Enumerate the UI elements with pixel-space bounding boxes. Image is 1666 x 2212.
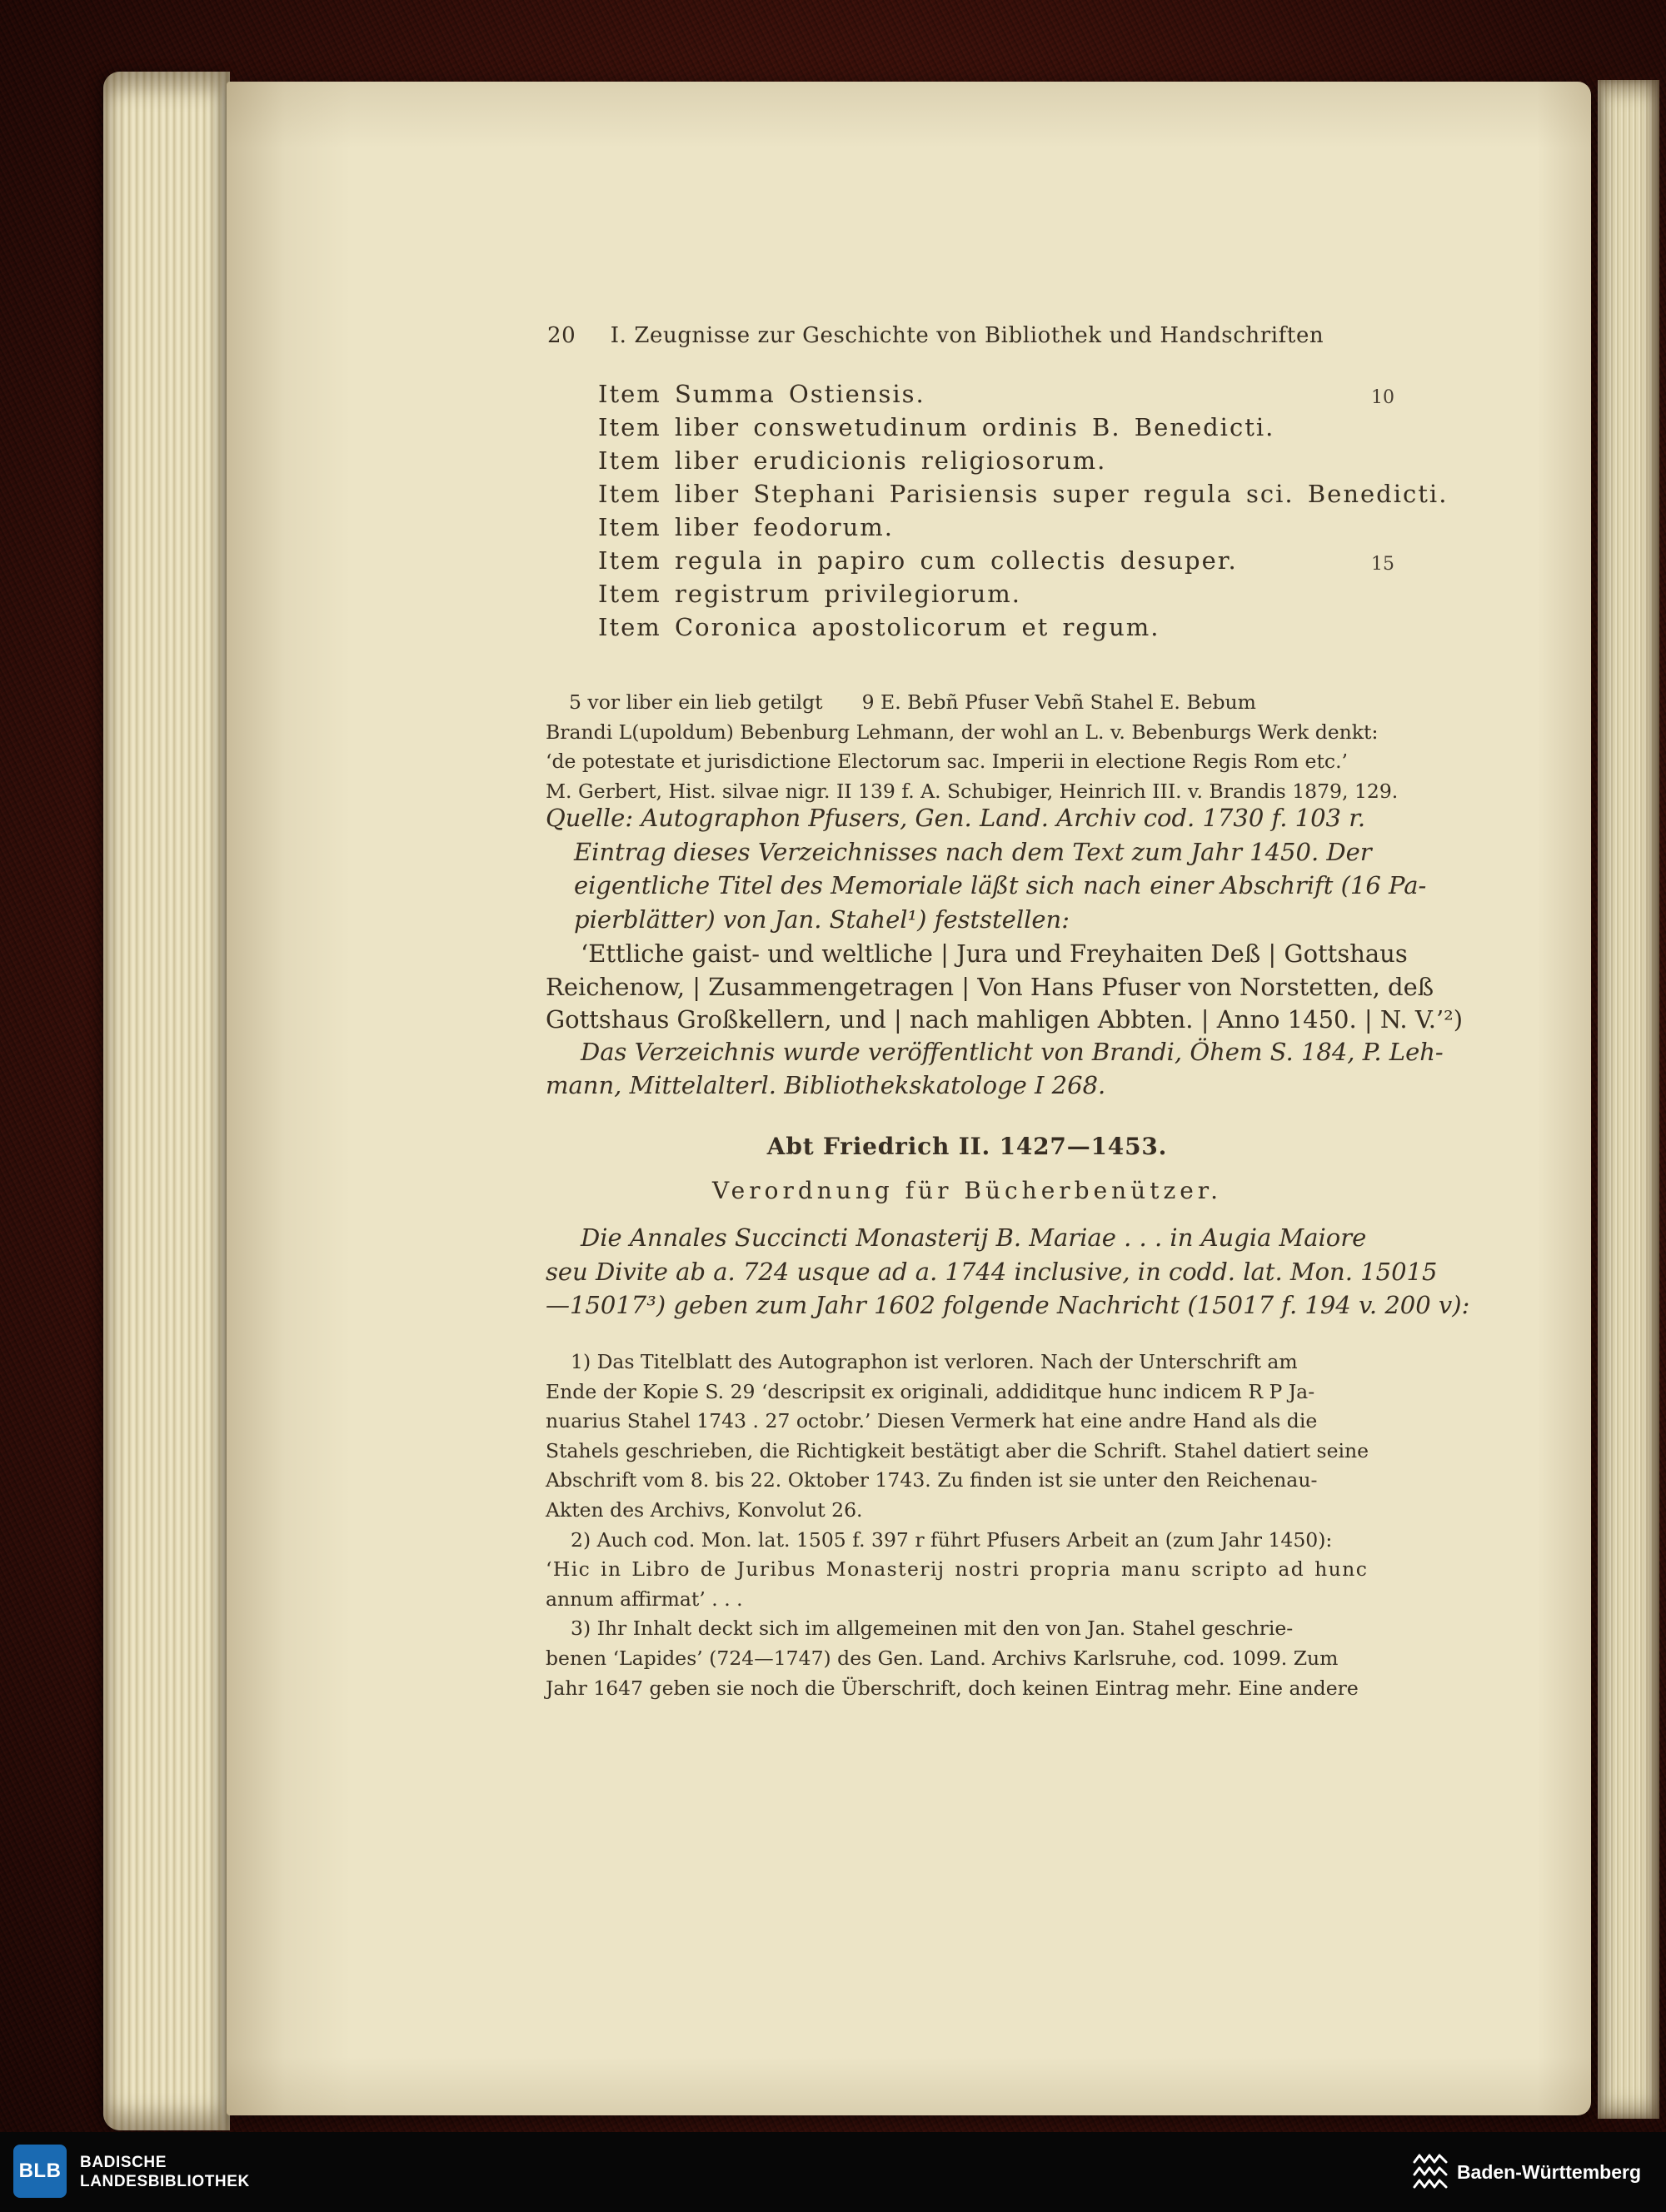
library-name-line2: LANDESBIBLIOTHEK xyxy=(80,2173,250,2190)
footnote-line: nuarius Stahel 1743 . 27 octobr.’ Diesen Vermerk hat eine andre Hand als die xyxy=(546,1409,1318,1433)
footnote-line: 2) Auch cod. Mon. lat. 1505 f. 397 r führt Pfusers Arbeit an (zum Jahr 1450): xyxy=(571,1527,1333,1552)
critical-apparatus xyxy=(546,688,1429,806)
quote-line: Reichenow, | Zusammengetragen | Von Hans Pfuser von Norstetten, deß xyxy=(546,972,1434,1001)
blb-logo xyxy=(13,2145,67,2198)
blb-logo-text: BLB xyxy=(18,2160,62,2182)
running-header xyxy=(546,323,1389,348)
source-line: Quelle: Autographon Pfusers, Gen. Land. Archiv cod. 1730 f. 103 r. xyxy=(546,804,1366,832)
list-item: Item Coronica apostolicorum et regum. xyxy=(598,613,1160,641)
library-footer-bar xyxy=(0,2132,1666,2212)
quote-line: Gottshaus Großkellern, und | nach mahligen Abbten. | Anno 1450. | N. V.’²) xyxy=(546,1005,1464,1034)
publication-note xyxy=(546,1036,1444,1102)
footnote-line: Jahr 1647 geben sie noch die Überschrift, doch keinen Eintrag mehr. Eine andere xyxy=(546,1676,1359,1700)
apparatus-line: 5 vor liber ein lieb getilgt 9 E. Bebñ Pfuser Vebñ Stahel E. Bebum xyxy=(569,690,1256,714)
list-item-text: Item Summa Ostiensis. xyxy=(598,380,925,408)
source-note xyxy=(546,801,1427,936)
source-line: pierblätter) von Jan. Stahel¹) feststellen: xyxy=(574,904,1070,934)
footnote-line: ‘Hic in Libro de Juribus Monasterij nostri propria manu scripto ad hunc xyxy=(546,1557,1369,1582)
footnote-line: Akten des Archivs, Konvolut 26. xyxy=(546,1497,863,1522)
annales-line: Die Annales Succincti Monasterij B. Mariae . . . in Augia Maiore xyxy=(581,1223,1367,1252)
scanned-book-page xyxy=(227,82,1591,2115)
library-name-line1: BADISCHE xyxy=(80,2154,167,2171)
annales-line: —15017³) geben zum Jahr 1602 folgende Nachricht (15017 f. 194 v. 200 v): xyxy=(546,1291,1470,1319)
item-list xyxy=(598,377,1449,644)
footnotes xyxy=(546,1348,1429,1703)
state-name: Baden-Württemberg xyxy=(1456,2160,1641,2183)
annales-line: seu Divite ab a. 724 usque ad a. 1744 inclusive, in codd. lat. Mon. 15015 xyxy=(546,1257,1438,1286)
page-edges-left xyxy=(103,72,230,2130)
list-item: Item registrum privilegiorum. xyxy=(598,580,1021,608)
list-item: Item liber Stephani Parisiensis super regula sci. Benedicti. xyxy=(598,480,1449,508)
page-edges-right xyxy=(1598,80,1659,2119)
footnote-line: Abschrift vom 8. bis 22. Oktober 1743. Zu finden ist sie unter den Reichenau- xyxy=(546,1468,1318,1492)
margin-line-number: 15 xyxy=(1371,554,1394,575)
publication-line: mann, Mittelalterl. Bibliothekskatologe I 268. xyxy=(546,1070,1106,1099)
antlers-icon xyxy=(1412,2152,1449,2192)
list-item-text: Item regula in papiro cum collectis desuper. xyxy=(598,546,1238,575)
page-number: 20 xyxy=(547,323,576,348)
list-item xyxy=(598,377,1398,411)
footnote-line: Stahels geschrieben, die Richtigkeit bestätigt aber die Schrift. Stahel datiert seine xyxy=(546,1438,1369,1462)
list-item: Item liber conswetudinum ordinis B. Benedicti. xyxy=(598,413,1275,441)
list-item: Item liber feodorum. xyxy=(598,513,894,541)
annales-note xyxy=(546,1221,1470,1323)
list-item: Item liber erudicionis religiosorum. xyxy=(598,446,1107,475)
source-line: Eintrag dieses Verzeichnisses nach dem Text zum Jahr 1450. Der xyxy=(574,837,1372,866)
source-line: eigentliche Titel des Memoriale läßt sich nach einer Abschrift (16 Pa- xyxy=(574,871,1427,899)
margin-line-number: 10 xyxy=(1371,387,1394,408)
footnote-line: 1) Das Titelblatt des Autographon ist verloren. Nach der Unterschrift am xyxy=(571,1350,1298,1373)
apparatus-line: M. Gerbert, Hist. silvae nigr. II 139 f. A. Schubiger, Heinrich III. v. Brandis 1879, 129. xyxy=(546,779,1399,803)
charter-title-quote xyxy=(546,938,1464,1037)
list-item xyxy=(598,544,1398,577)
state-logo-group xyxy=(1412,2132,1641,2212)
regulation-heading: Verordnung für Bücherbenützer. xyxy=(712,1177,1222,1204)
apparatus-line: ‘de potestate et jurisdictione Electorum sac. Imperii in electione Regis Rom etc.’ xyxy=(546,750,1349,773)
footnote-line: Ende der Kopie S. 29 ‘descripsit ex originali, addiditque hunc indicem R P Ja- xyxy=(546,1379,1315,1403)
running-header-text: I. Zeugnisse zur Geschichte von Bibliothek und Handschriften xyxy=(610,323,1324,348)
footnote-line: 3) Ihr Inhalt deckt sich im allgemeinen mit den von Jan. Stahel geschrie- xyxy=(571,1617,1294,1641)
abbot-heading: Abt Friedrich II. 1427—1453. xyxy=(766,1133,1168,1160)
publication-line: Das Verzeichnis wurde veröffentlicht von Brandi, Öhem S. 184, P. Leh- xyxy=(581,1038,1444,1066)
footnote-line: annum affirmat’ . . . xyxy=(546,1587,743,1611)
library-name xyxy=(80,2153,250,2191)
apparatus-line: Brandi L(upoldum) Bebenburg Lehmann, der wohl an L. v. Bebenburgs Werk denkt: xyxy=(546,720,1379,744)
quote-line: ‘Ettliche gaist- und weltliche | Jura und Freyhaiten Deß | Gottshaus xyxy=(581,939,1408,968)
footnote-line: benen ‘Lapides’ (724—1747) des Gen. Land. Archivs Karlsruhe, cod. 1099. Zum xyxy=(546,1646,1339,1670)
